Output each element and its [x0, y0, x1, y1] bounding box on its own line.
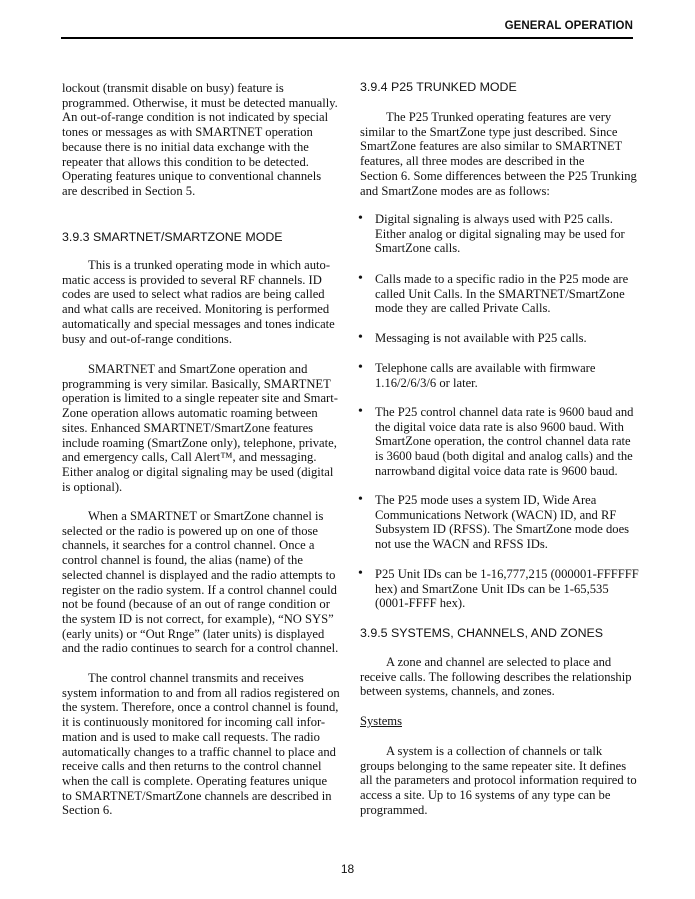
bullet-icon: • — [358, 271, 363, 286]
bullet-icon: • — [358, 566, 363, 581]
paragraph-smartnet-smartzone: SMARTNET and SmartZone operation and programming is very similar. Basically, SMARTNET operation is limited to a single repeater site and Smart- Zone operation allows automatic roaming between sites. Enhanced SMARTNET/SmartZone features include roaming (SmartZone only), telephone, private, and emergency calls, Call Alert™, and messaging. Either analog or digital signaling may be used (digital is optional). — [62, 362, 338, 494]
bullet-item: Messaging is not available with P25 calls. — [375, 331, 587, 345]
paragraph-zones-intro: A zone and channel are selected to place and receive calls. The following describes the relationship between systems, channels, and zones. — [360, 655, 632, 699]
subheading-systems: Systems — [360, 714, 402, 728]
page-number: 18 — [340, 862, 355, 876]
bullet-icon: • — [358, 360, 363, 375]
bullet-item: P25 Unit IDs can be 1-16,777,215 (000001-FFFFFF hex) and SmartZone Unit IDs can be 1-65,535 (0001-FFFF hex). — [375, 567, 639, 611]
paragraph-conventional-end: lockout (transmit disable on busy) feature is programmed. Otherwise, it must be detected manually. An out-of-range condition is not indicated by special tones or messages as with SMARTNET operation because there is no initial data exchange with the repeater that allows this condition to be detected. Operating features unique to conventional channels are described in Section 5. — [62, 81, 338, 198]
bullet-icon: • — [358, 404, 363, 419]
bullet-icon: • — [358, 211, 363, 226]
running-header: GENERAL OPERATION — [504, 20, 633, 32]
paragraph-smartnet-intro: This is a trunked operating mode in which auto- matic access is provided to several RF channels. ID codes are used to select what radios are being called and what calls are received. Monitoring is performed automatically and special messages and tones indicate busy and out-of-range conditions. — [62, 258, 335, 346]
bullet-item: The P25 mode uses a system ID, Wide Area Communications Network (WACN) ID, and RF Subsystem ID (RFSS). The SmartZone mode does not use the WACN and RFSS IDs. — [375, 493, 630, 552]
bullet-item: Telephone calls are available with firmware 1.16/2/6/3/6 or later. — [375, 361, 596, 390]
header-rule — [61, 37, 633, 39]
heading-3-9-5: 3.9.5 SYSTEMS, CHANNELS, AND ZONES — [360, 626, 604, 640]
bullet-item: Digital signaling is always used with P25 calls. Either analog or digital signaling may be used for SmartZone calls. — [375, 212, 625, 256]
paragraph-systems: A system is a collection of channels or talk groups belonging to the same repeater site. It defines all the parameters and protocol information required to access a site. Up to 16 systems of any type can be programmed. — [360, 744, 637, 817]
bullet-item: The P25 control channel data rate is 9600 baud and the digital voice data rate is also 9600 baud. With SmartZone operation, the control channel data rate is 3600 baud (both digital and analog calls) and the narrowband digital voice data rate is 9600 baud. — [375, 405, 634, 478]
heading-3-9-4: 3.9.4 P25 TRUNKED MODE — [360, 80, 517, 94]
paragraph-channel-selection: When a SMARTNET or SmartZone channel is selected or the radio is powered up on one of those channels, it searches for a control channel. Once a control channel is found, the alias (name) of the selected channel is displayed and the radio attempts to register on the radio system. If a control channel could not be found (because of an out of range condition or the system ID is not correct, for example), “NO SYS” (early units) or “Out Rnge” (later units) is displayed and the radio continues to search for a control channel. — [62, 509, 339, 656]
bullet-item: Calls made to a specific radio in the P25 mode are called Unit Calls. In the SMARTNET/SmartZone mode they are called Private Calls. — [375, 272, 629, 316]
bullet-icon: • — [358, 492, 363, 507]
bullet-icon: • — [358, 330, 363, 345]
heading-3-9-3: 3.9.3 SMARTNET/SMARTZONE MODE — [62, 230, 283, 244]
paragraph-control-channel: The control channel transmits and receives system information to and from all radios registered on the system. Therefore, once a control channel is found, it is continuously monitored for incoming call infor- mation and is used to make call requests. The radio automatically changes to a traffic channel to place and receive calls and then returns to the control channel when the call is complete. Operating features unique to SMARTNET/SmartZone channels are described in Section 6. — [62, 671, 340, 818]
paragraph-p25-intro: The P25 Trunked operating features are very similar to the SmartZone type just described. Since SmartZone features are also similar to SMARTNET features, all three modes are described in the Section 6. Some differences between the P25 Trunking and SmartZone modes are as follows: — [360, 110, 637, 198]
